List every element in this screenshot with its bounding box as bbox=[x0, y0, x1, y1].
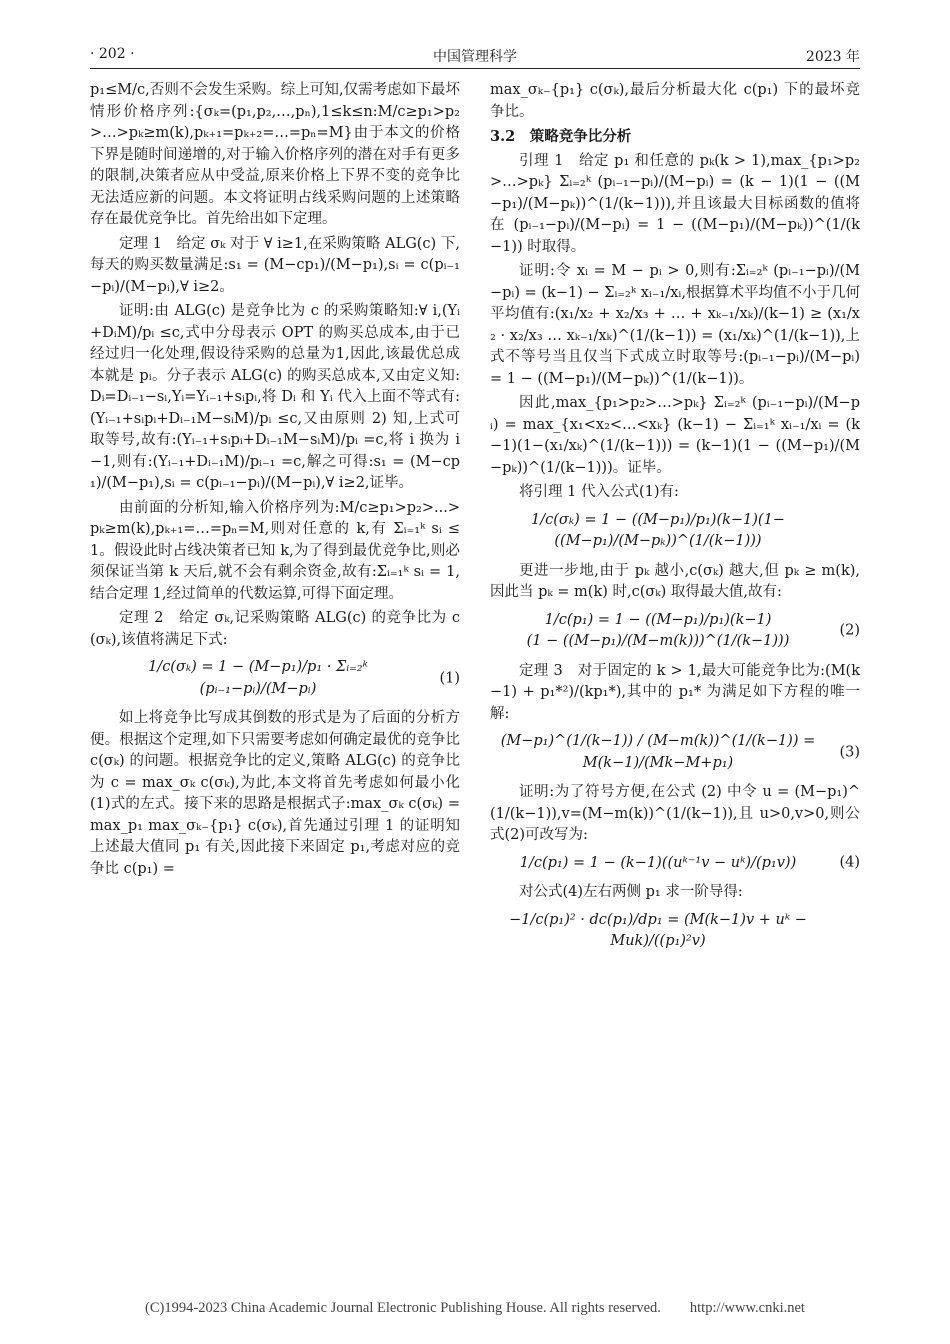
paragraph: 更进一步地,由于 pₖ 越小,c(σₖ) 越大,但 pₖ ≥ m(k),因此当 pₖ = m(k) 时,c(σₖ) 取得最大值,故有: bbox=[490, 562, 860, 600]
equation-2-line-2: (1 − ((M−p₁)/(M−m(k)))^(1/(k−1))) bbox=[526, 633, 790, 649]
lemma-1: 引理 1 给定 p₁ 和任意的 pₖ(k > 1),max_{p₁>p₂>…>pₖ} Σᵢ₌₂ᵏ (pᵢ₋₁−pᵢ)/(M−pᵢ) = (k − 1)(1 − ((M−p₁)/(M−pₖ))^(1/(k−1))),并且该最大目标函数的值将在 (pᵢ₋₁−pᵢ)/(M−pᵢ) = 1 − ((M−p₁)/(M−pₖ))^(1/(k−1)) 时取得。 bbox=[490, 152, 860, 255]
equation-4-number: (4) bbox=[839, 854, 860, 871]
theorem-1: 定理 1 给定 σₖ 对于 ∀ i≥1,在采购策略 ALG(c) 下,每天的购买数量满足:s₁ = (M−cp₁)/(M−p₁),sᵢ = c(pᵢ₋₁−pᵢ)/(M−pᵢ),∀ i≥2。 bbox=[90, 235, 460, 295]
paragraph: 对公式(4)左右两侧 p₁ 求一阶导得: bbox=[519, 884, 743, 900]
paragraph: 将引理 1 代入公式(1)有: bbox=[519, 484, 679, 500]
equation-1-number: (1) bbox=[439, 669, 460, 686]
proof-3: 证明:为了符号方便,在公式 (2) 中令 u = (M−p₁)^(1/(k−1)),v=(M−m(k))^(1/(k−1)),且 u>0,v>0,则公式(2)可改写为: bbox=[490, 784, 860, 843]
equation-2 bbox=[490, 610, 860, 653]
equation-4 bbox=[490, 853, 860, 875]
equation-4-body: 1/c(p₁) = 1 − (k−1)((uᵏ⁻¹v − uᵏ)/(p₁v)) bbox=[519, 854, 797, 871]
section-heading: 3.2 策略竞争比分析 bbox=[490, 128, 632, 145]
proof-lemma-1: 证明:令 xᵢ = M − pᵢ > 0,则有:Σᵢ₌₂ᵏ (pᵢ₋₁−pᵢ)/(M−pᵢ) = (k−1) − Σᵢ₌₂ᵏ xᵢ₋₁/xᵢ,根据算术平均值不小于几何平均值有:(x₁/x₂ + x₂/x₃ + … + xₖ₋₁/xₖ)/(k−1) ≥ (x₁/x₂ · x₂/x₃ … xₖ₋₁/xₖ)^(1/(k−1)) = (x₁/xₖ)^(1/(k−1)),上式不等号当且仅当下式成立时取等号:(pᵢ₋₁−pᵢ)/(M−pᵢ) = 1 − ((M−p₁)/(M−pₖ))^(1/(k−1))。 bbox=[490, 263, 860, 387]
page-number: · 202 · bbox=[90, 46, 135, 62]
equation-5 bbox=[490, 910, 860, 953]
equation-1 bbox=[90, 657, 460, 700]
equation-2-line-1: 1/c(p₁) = 1 − ((M−p₁)/p₁)(k−1) bbox=[544, 611, 772, 628]
equation-3 bbox=[490, 731, 860, 774]
left-column bbox=[90, 80, 460, 883]
equation-5-body: −1/c(p₁)² · dc(p₁)/dp₁ = (M(k−1)v + uᵏ − Muk)/((p₁)²v) bbox=[509, 911, 807, 949]
paragraph: 由前面的分析知,输入价格序列为:M/c≥p₁>p₂>...>pₖ≥m(k),pₖ₊₁=…=pₙ=M,则对任意的 k,有 Σᵢ₌₁ᵏ sᵢ ≤ 1。假设此时占线决策者已知 k,为了得到最优竞争比,则必须保证当第 k 天后,就不会有剩余资金,故有:Σᵢ₌₁ᵏ sᵢ = 1,结合定理 1,经过简单的代数运算,可得下面定理。 bbox=[90, 499, 460, 602]
paragraph: p₁≤M/c,否则不会发生采购。综上可知,仅需考虑如下最坏情形价格序列:{σₖ=(p₁,p₂,…,pₙ),1≤k≤n:M/c≥p₁>p₂>…>pₖ≥m(k),pₖ₊₁=pₖ₊₂=…=pₙ=M}由于本文的价格下界是随时间递增的,对于输入价格序列的潜在对手有更多的限制,决策者应从中受益,原来价格上下界不变的竞争比无法适应新的问题。本文将证明占线采购问题的上述策略存在最优竞争比。首先给出如下定理。 bbox=[90, 82, 460, 227]
theorem-3: 定理 3 对于固定的 k > 1,最大可能竞争比为:(M(k−1) + p₁*²)/(kp₁*),其中的 p₁* 为满足如下方程的唯一解: bbox=[490, 662, 860, 722]
equation-2-number: (2) bbox=[839, 622, 860, 639]
equation-3-number: (3) bbox=[839, 743, 860, 760]
copyright-footer: (C)1994-2023 China Academic Journal Electronic Publishing House. All rights reserved. http://www.cnki.net bbox=[145, 1300, 805, 1316]
proof-1: 证明:由 ALG(c) 是竞争比为 c 的采购策略知:∀ i,(Yᵢ+DᵢM)/pᵢ ≤c,式中分母表示 OPT 的购买总成本,由于已经过归一化处理,假设待采购的总量为1,因此,该最优总成本就是 pᵢ。分子表示 ALG(c) 的购买总成本,又由定义知:Dᵢ=Dᵢ₋₁−sᵢ,Yᵢ=Yᵢ₋₁+sᵢpᵢ,将 Dᵢ 和 Yᵢ 代入上面不等式有:(Yᵢ₋₁+sᵢpᵢ+Dᵢ₋₁M−sᵢM)/pᵢ ≤c,又由原则 2) 知,上式可取等号,故有:(Yᵢ₋₁+sᵢpᵢ+Dᵢ₋₁M−sᵢM)/pᵢ =c,将 i 换为 i−1,则有:(Yᵢ₋₁+Dᵢ₋₁M)/pᵢ₋₁ =c,解之可得:s₁ = (M−cp₁)/(M−p₁),sᵢ = c(pᵢ₋₁−pᵢ)/(M−pᵢ),∀ i≥2,证毕。 bbox=[90, 303, 460, 491]
journal-title: 中国管理科学 bbox=[433, 49, 517, 65]
paragraph: max_σₖ₋{p₁} c(σₖ),最后分析最大化 c(p₁) 下的最坏竞争比。 bbox=[490, 82, 860, 120]
year: 2023 年 bbox=[805, 49, 860, 65]
right-column bbox=[490, 80, 860, 961]
equation-3-body: (M−p₁)^(1/(k−1)) / (M−m(k))^(1/(k−1)) = M(k−1)/(Mk−M+p₁) bbox=[500, 733, 816, 771]
page-header bbox=[90, 46, 860, 68]
theorem-2: 定理 2 给定 σₖ,记采购策略 ALG(c) 的竞争比为 c(σₖ),该值将满足下式: bbox=[90, 610, 460, 648]
paragraph: 如上将竞争比写成其倒数的形式是为了后面的分析方便。根据这个定理,如下只需要考虑如何确定最优的竞争比 c(σₖ) 的问题。根据竞争比的定义,策略 ALG(c) 的竞争比为 c = max_σₖ c(σₖ),为此,本文将首先考虑如何最小化(1)式的左式。接下来的思路是根据式子:max_σₖ c(σₖ) = max_p₁ max_σₖ₋{p₁} c(σₖ),首先通过引理 1 的证明知上述最大值同 p₁ 有关,因此接下来固定 p₁,考虑对应的竞争比 c(p₁) = bbox=[90, 710, 460, 877]
paragraph: 因此,max_{p₁>p₂>…>pₖ} Σᵢ₌₂ᵏ (pᵢ₋₁−pᵢ)/(M−pᵢ) = max_{x₁<x₂<…<xₖ} (k−1) − Σᵢ₌₁ᵏ xᵢ₋₁/xᵢ = (k−1)(1−(x₁/xₖ)^(1/(k−1))) = (k−1)(1 − ((M−p₁)/(M−pₖ))^(1/(k−1)))。证毕。 bbox=[490, 395, 860, 476]
header-rule bbox=[90, 68, 860, 69]
equation-lemma bbox=[490, 510, 860, 553]
equation-1-body: 1/c(σₖ) = 1 − (M−p₁)/p₁ · Σᵢ₌₂ᵏ (pᵢ₋₁−pᵢ)/(M−pᵢ) bbox=[148, 659, 368, 697]
equation-lemma-body: 1/c(σₖ) = 1 − ((M−p₁)/p₁)(k−1)(1−((M−p₁)/(M−pₖ))^(1/(k−1))) bbox=[531, 511, 785, 549]
